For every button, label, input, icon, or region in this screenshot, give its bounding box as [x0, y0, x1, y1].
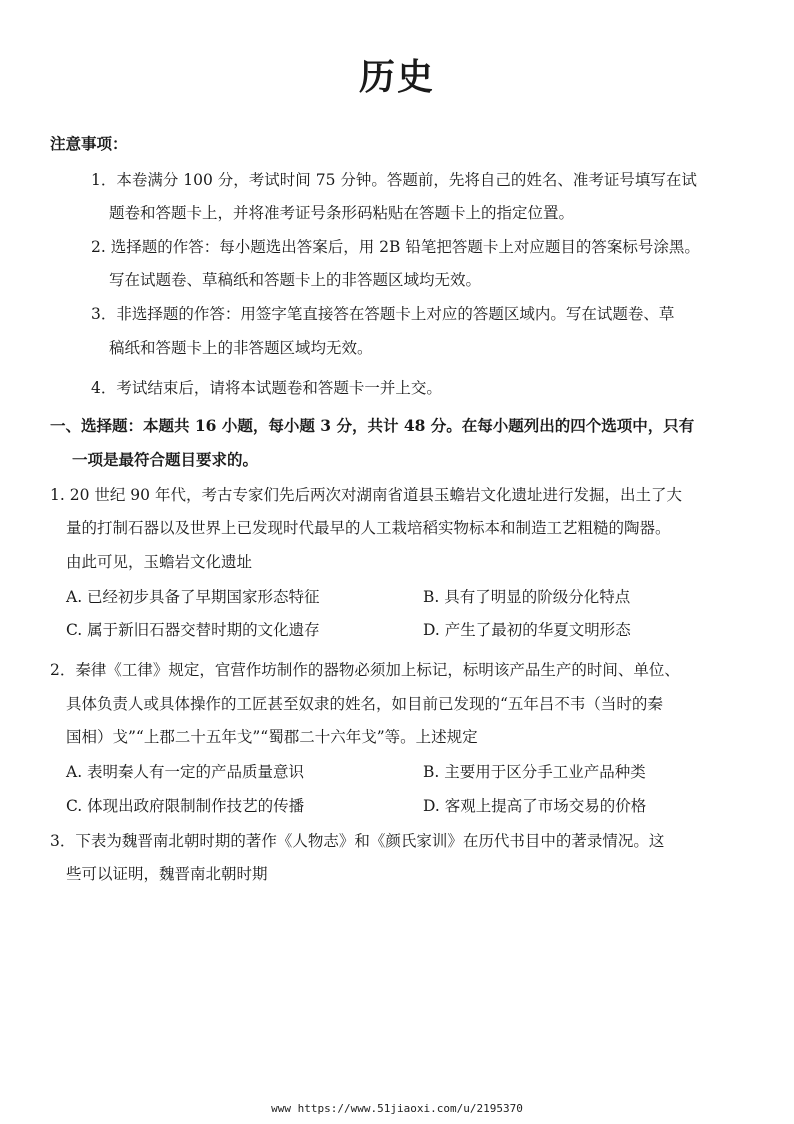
notice-item-2-line-2: 写在试题卷、草稿纸和答题卡上的非答题区域均无效。 [109, 271, 482, 289]
question-2-line-2: 具体负责人或具体操作的工匠甚至奴隶的姓名，如目前已发现的“五年吕不韦（当时的秦 [66, 695, 663, 713]
question-1-option-d[interactable]: D. 产生了最初的华夏文明形态 [423, 621, 631, 639]
section-heading-line-1: 一、选择题：本题共 16 小题，每小题 3 分，共计 48 分。在每小题列出的四个选项中，只有 [50, 416, 695, 435]
question-1-option-a[interactable]: A. 已经初步具备了早期国家形态特征 [66, 588, 320, 606]
notice-item-4-line-1: 4．考试结束后，请将本试题卷和答题卡一并上交。 [91, 379, 442, 397]
question-2-option-b[interactable]: B. 主要用于区分手工业产品种类 [423, 763, 646, 781]
question-2-line-1: 2．秦律《工律》规定，官营作坊制作的器物必须加上标记，标明该产品生产的时间、单位、 [50, 661, 680, 679]
footer-url: www https://www.51jiaoxi.com/u/2195370 [271, 1102, 523, 1115]
notice-item-2-line-1: 2. 选择题的作答：每小题选出答案后，用 2B 铅笔把答题卡上对应题目的答案标号涂黑。 [91, 238, 700, 256]
notice-item-1-line-1: 1．本卷满分 100 分，考试时间 75 分钟。答题前，先将自己的姓名、准考证号填写在试 [91, 171, 697, 189]
question-1-option-c[interactable]: C. 属于新旧石器交替时期的文化遗存 [66, 621, 320, 639]
question-2-option-a[interactable]: A. 表明秦人有一定的产品质量意识 [66, 763, 305, 781]
question-3-line-2: 些可以证明，魏晋南北朝时期 [66, 865, 268, 883]
question-1-line-1: 1. 20 世纪 90 年代，考古专家们先后两次对湖南省道县玉蟾岩文化遗址进行发掘，出土了大 [50, 486, 682, 504]
page-title: 历史 [358, 56, 435, 98]
question-3-line-1: 3．下表为魏晋南北朝时期的著作《人物志》和《颜氏家训》在历代书目中的著录情况。这 [50, 832, 665, 850]
question-2-option-c[interactable]: C. 体现出政府限制制作技艺的传播 [66, 797, 305, 815]
question-2-line-3: 国相）戈”“上郡二十五年戈”“蜀郡二十六年戈”等。上述规定 [66, 728, 478, 746]
section-heading-line-2: 一项是最符合题目要求的。 [72, 450, 259, 469]
notice-item-3-line-2: 稿纸和答题卡上的非答题区域均无效。 [109, 339, 373, 357]
notice-heading: 注意事项： [50, 134, 128, 153]
question-1-line-3: 由此可见，玉蟾岩文化遗址 [66, 553, 253, 571]
question-2-option-d[interactable]: D. 客观上提高了市场交易的价格 [423, 797, 647, 815]
question-1-line-2: 量的打制石器以及世界上已发现时代最早的人工栽培稻实物标本和制造工艺粗糙的陶器。 [66, 519, 671, 537]
question-1-option-b[interactable]: B. 具有了明显的阶级分化特点 [423, 588, 631, 606]
notice-item-3-line-1: 3．非选择题的作答：用签字笔直接答在答题卡上对应的答题区域内。写在试题卷、草 [91, 305, 675, 323]
notice-item-1-line-2: 题卷和答题卡上，并将准考证号条形码粘贴在答题卡上的指定位置。 [109, 204, 575, 222]
